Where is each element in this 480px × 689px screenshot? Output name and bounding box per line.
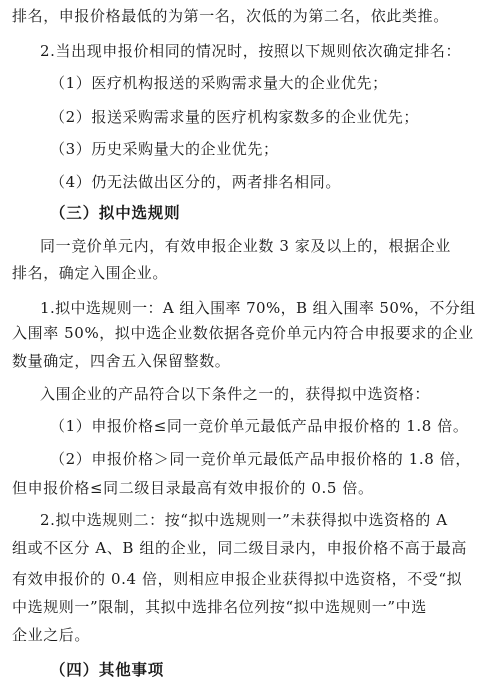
text-line: 有效申报价的 0.4 倍，则相应申报企业获得拟中选资格，不受“拟 [12, 570, 463, 588]
list-item: （1）申报价格≤同一竞价单元最低产品申报价格的 1.8 倍。 [50, 417, 469, 435]
text-line: 排名，确定入围企业。 [12, 264, 169, 282]
list-item: （1）医疗机构报送的采购需求量大的企业优先； [50, 74, 388, 92]
list-item: （2）报送采购需求量的医疗机构家数多的企业优先； [50, 108, 419, 126]
list-item: （2）申报价格＞同一竞价单元最低产品申报价格的 1.8 倍， [50, 450, 471, 468]
text-line: 同一竞价单元内，有效申报企业数 3 家及以上的，根据企业 [40, 237, 451, 255]
list-item: （4）仍无法做出区分的，两者排名相同。 [50, 173, 341, 191]
text-line: 入围率 50%，拟中选企业数依据各竞价单元内符合申报要求的企业 [12, 324, 474, 342]
text-line: 2.拟中选规则二：按“拟中选规则一”未获得拟中选资格的 A [40, 511, 448, 529]
text-line: 数量确定，四舍五入保留整数。 [12, 352, 231, 370]
text-line: 排名，申报价格最低的为第一名，次低的为第二名，依此类推。 [12, 7, 449, 25]
section-heading: （四）其他事项 [50, 661, 165, 679]
text-line: 企业之后。 [12, 626, 91, 644]
text-line: 但申报价格≤同二级目录最高有效申报价的 0.5 倍。 [12, 479, 374, 497]
text-line: 2.当出现申报价相同的情况时，按照以下规则依次确定排名： [40, 42, 462, 60]
list-item: （3）历史采购量大的企业优先； [50, 140, 279, 158]
text-line: 入围企业的产品符合以下条件之一的，获得拟中选资格： [40, 385, 431, 403]
section-heading: （三）拟中选规则 [50, 204, 181, 222]
text-line: 中选规则一”限制，其拟中选排名位列按“拟中选规则一”中选 [12, 598, 427, 616]
text-line: 1.拟中选规则一：A 组入围率 70%，B 组入围率 50%，不分组 [40, 299, 476, 317]
text-line: 组或不区分 A、B 组的企业，同二级目录内，申报价格不高于最高 [12, 539, 467, 557]
